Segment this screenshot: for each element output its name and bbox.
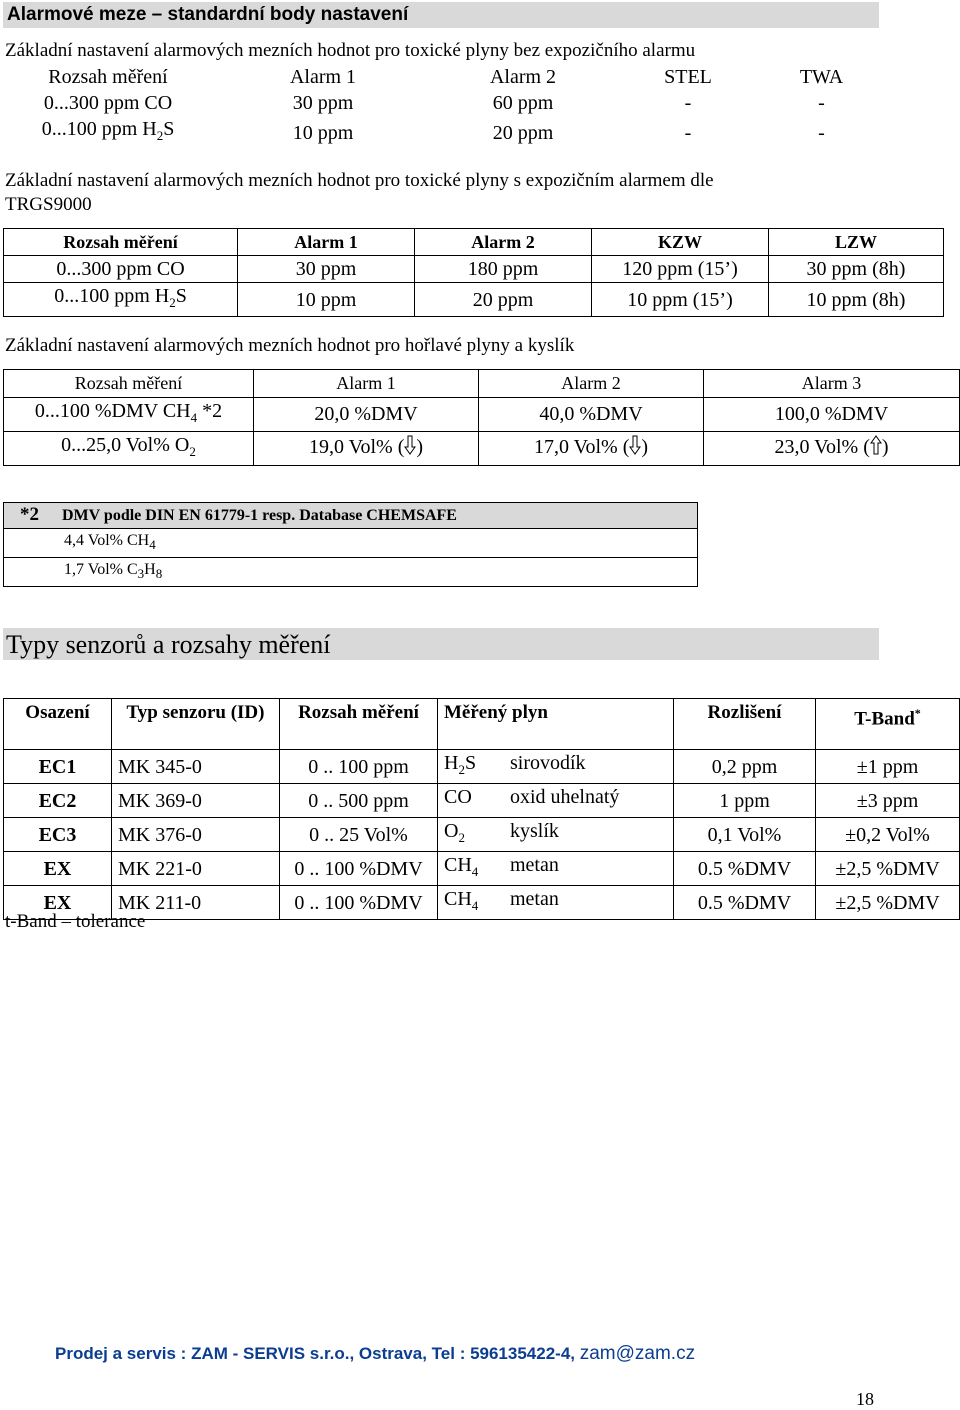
table-cell: 0...100 ppm $H_2S$ bbox=[41, 118, 175, 143]
table-cell: 0.5 %DMV bbox=[674, 886, 816, 920]
col-header: T-Band* bbox=[816, 699, 960, 750]
table-cell: MK 369-0 bbox=[112, 784, 280, 818]
footnote-row bbox=[4, 558, 698, 587]
footnote-row bbox=[4, 529, 698, 558]
arrow-down-icon bbox=[629, 435, 641, 463]
col-header: Rozsah měření bbox=[280, 699, 438, 750]
table-cell: 0 .. 100 %DMV bbox=[280, 886, 438, 920]
col-header: Rozsah měření bbox=[4, 370, 254, 398]
toxic-alarm-table bbox=[3, 64, 880, 149]
col-header: KZW bbox=[592, 229, 769, 256]
section-heading-alarms: Alarmové meze – standardní body nastavení bbox=[3, 2, 879, 28]
table3-title: Základní nastavení alarmových mezních hodnot pro hořlavé plyny a kyslík bbox=[5, 335, 575, 356]
col-header: Rozlišení bbox=[674, 699, 816, 750]
footnote-box bbox=[3, 502, 698, 587]
table-cell: 120 ppm (15’) bbox=[592, 256, 769, 283]
table-row bbox=[4, 398, 960, 432]
section-heading-sensors: Typy senzorů a rozsahy měření bbox=[3, 628, 879, 660]
footnote-header bbox=[4, 503, 698, 529]
footer-email-link[interactable]: zam@zam.cz bbox=[579, 1343, 696, 1364]
table-cell: CO oxid uhelnatý bbox=[438, 784, 674, 818]
col-header: Alarm 1 bbox=[289, 66, 357, 88]
table-cell: ±2,5 %DMV bbox=[816, 886, 960, 920]
table-row bbox=[4, 750, 960, 784]
page-number: 18 bbox=[856, 1389, 874, 1409]
arrow-up-icon bbox=[870, 435, 882, 463]
table-cell: 180 ppm bbox=[415, 256, 592, 283]
table-row bbox=[3, 116, 880, 149]
table-cell: MK 345-0 bbox=[112, 750, 280, 784]
footnote-line: 1,7 Vol% $C_3H_8$ bbox=[4, 558, 698, 587]
table-cell: EC1 bbox=[4, 750, 112, 784]
table-cell: - bbox=[818, 92, 825, 114]
table-cell: ±3 ppm bbox=[816, 784, 960, 818]
table-row bbox=[4, 432, 960, 466]
footnote-text: DMV podle DIN EN 61779-1 resp. Database CHEMSAFE bbox=[62, 507, 457, 524]
table-cell: $H_2S$ sirovodík bbox=[438, 750, 674, 784]
col-header: Alarm 1 bbox=[238, 229, 415, 256]
table-cell: 23,0 Vol% ( ) bbox=[704, 432, 960, 466]
arrow-down-icon bbox=[404, 435, 416, 463]
table-header-row bbox=[4, 370, 960, 398]
table-cell: $O_2$ kyslík bbox=[438, 818, 674, 852]
table-cell: MK 211-0 bbox=[112, 886, 280, 920]
col-header: Měřený plyn bbox=[438, 699, 674, 750]
table-cell: 0 .. 25 Vol% bbox=[280, 818, 438, 852]
table-cell: 20,0 %DMV bbox=[254, 398, 479, 432]
flammable-alarm-table bbox=[3, 369, 960, 466]
table-cell: MK 221-0 bbox=[112, 852, 280, 886]
footer-text: Prodej a servis : ZAM - SERVIS s.r.o., Ostrava, Tel : 596135422-4, bbox=[55, 1344, 580, 1363]
sensor-table bbox=[3, 698, 960, 920]
col-header: Rozsah měření bbox=[4, 229, 238, 256]
table-cell: 30 ppm bbox=[238, 256, 415, 283]
table-cell: EX bbox=[4, 852, 112, 886]
table-cell: 1 ppm bbox=[674, 784, 816, 818]
table-header-row bbox=[4, 699, 960, 750]
table-cell: 10 ppm (8h) bbox=[769, 283, 944, 317]
table2-title-cont: TRGS9000 bbox=[5, 194, 92, 215]
table-cell: 10 ppm (15’) bbox=[592, 283, 769, 317]
table-cell: 0,1 Vol% bbox=[674, 818, 816, 852]
table-cell: 10 ppm bbox=[238, 283, 415, 317]
col-header: Rozsah měření bbox=[48, 66, 168, 88]
table-cell: 0...100 %DMV $CH_4$ *2 bbox=[4, 398, 254, 432]
table-cell: 30 ppm bbox=[292, 92, 354, 114]
table-cell: 30 ppm (8h) bbox=[769, 256, 944, 283]
table-cell: 19,0 Vol% ( ) bbox=[254, 432, 479, 466]
footnote-mark: *2 bbox=[20, 504, 39, 525]
table-cell: EC3 bbox=[4, 818, 112, 852]
col-header: Alarm 2 bbox=[489, 66, 557, 88]
col-header: Typ senzoru (ID) bbox=[112, 699, 280, 750]
table-row bbox=[4, 886, 960, 920]
table-cell: EX bbox=[4, 886, 112, 920]
table-cell: 60 ppm bbox=[492, 92, 554, 114]
col-header: LZW bbox=[769, 229, 944, 256]
table-cell: 20 ppm bbox=[415, 283, 592, 317]
table-cell: 0...100 ppm $H_2S$ bbox=[4, 283, 238, 317]
col-header: Osazení bbox=[4, 699, 112, 750]
col-header: Alarm 2 bbox=[415, 229, 592, 256]
table-header-row bbox=[4, 229, 944, 256]
col-header: TWA bbox=[799, 66, 844, 88]
table-cell: 0,2 ppm bbox=[674, 750, 816, 784]
table-cell: 0...25,0 Vol% $O_2$ bbox=[4, 432, 254, 466]
table-cell: 0 .. 100 ppm bbox=[280, 750, 438, 784]
table-cell: ±2,5 %DMV bbox=[816, 852, 960, 886]
table-cell: ±0,2 Vol% bbox=[816, 818, 960, 852]
col-header: STEL bbox=[664, 66, 712, 88]
table-cell: ±1 ppm bbox=[816, 750, 960, 784]
table-cell: 100,0 %DMV bbox=[704, 398, 960, 432]
table-cell: 0.5 %DMV bbox=[674, 852, 816, 886]
table1-title: Základní nastavení alarmových mezních hodnot pro toxické plyny bez expozičního alarmu bbox=[5, 40, 696, 61]
table-row bbox=[4, 256, 944, 283]
table-cell: EC2 bbox=[4, 784, 112, 818]
table-row bbox=[4, 818, 960, 852]
table-cell: 0 .. 500 ppm bbox=[280, 784, 438, 818]
col-header: Alarm 2 bbox=[479, 370, 704, 398]
table-cell: 0 .. 100 %DMV bbox=[280, 852, 438, 886]
table-cell: 20 ppm bbox=[492, 121, 554, 144]
footnote-header-cell bbox=[4, 503, 698, 529]
col-header: Alarm 1 bbox=[254, 370, 479, 398]
table-cell: 40,0 %DMV bbox=[479, 398, 704, 432]
table-header-row bbox=[3, 64, 880, 90]
tband-note: t-Band – tolerance bbox=[5, 911, 146, 932]
table2-title: Základní nastavení alarmových mezních hodnot pro toxické plyny s expozičním alarmem dle bbox=[5, 170, 714, 191]
exposure-alarm-table bbox=[3, 228, 944, 317]
table-cell: 0...300 ppm CO bbox=[4, 256, 238, 283]
table-row bbox=[4, 852, 960, 886]
table-cell: MK 376-0 bbox=[112, 818, 280, 852]
table-cell: - bbox=[684, 92, 692, 114]
table-cell: - bbox=[684, 121, 692, 144]
table-cell: 0...300 ppm CO bbox=[43, 92, 173, 114]
table-cell: 17,0 Vol% ( ) bbox=[479, 432, 704, 466]
footnote-line: 4,4 Vol% $CH_4$ bbox=[4, 529, 698, 558]
table-cell: $CH_4$ metan bbox=[438, 886, 674, 920]
table-cell: $CH_4$ metan bbox=[438, 852, 674, 886]
table-row bbox=[4, 784, 960, 818]
table-cell: 10 ppm bbox=[292, 121, 354, 144]
page-footer bbox=[55, 1343, 695, 1365]
col-header: Alarm 3 bbox=[704, 370, 960, 398]
table-cell: - bbox=[818, 121, 825, 144]
table-row bbox=[3, 90, 880, 116]
table-row bbox=[4, 283, 944, 317]
